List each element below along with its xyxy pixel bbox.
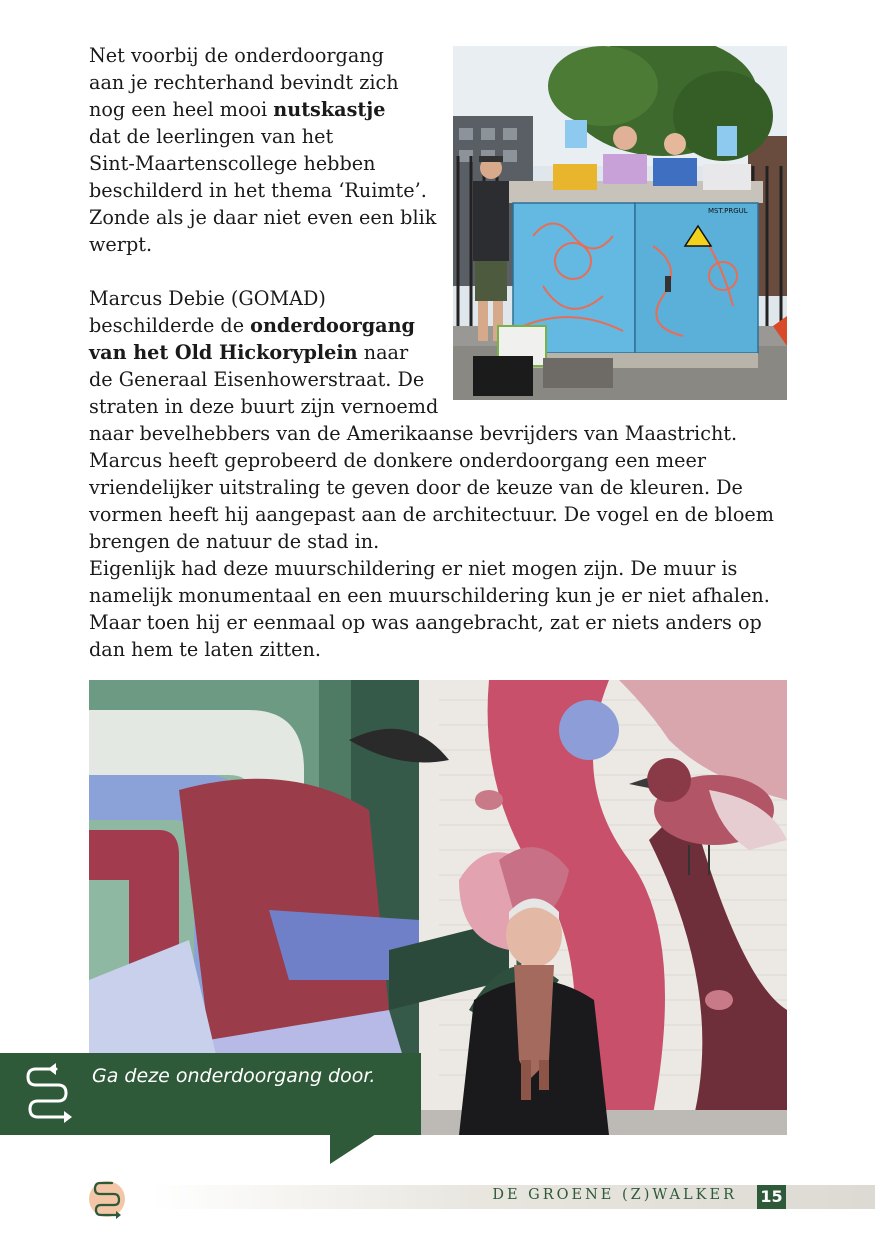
caption-text: Ga deze onderdoorgang door. — [92, 1065, 376, 1087]
footer-title: DE GROENE (Z)WALKER — [492, 1187, 737, 1203]
highlight-onderdoorgang: onderdoorgang — [250, 314, 415, 337]
box-sign-label: MST.PRGUL — [708, 207, 748, 215]
highlight-old-hickoryplein: van het Old Hickoryplein — [89, 341, 358, 364]
route-logo-icon — [88, 1177, 126, 1221]
paragraph-3: Marcus heeft geprobeerd de donkere onderdoorgang een meer vriendelijker uitstraling te geven door de keuze van de kleuren. De vormen heeft hij aangepast aan de architectuur. De vogel en de bloem brengen de natuur de stad in. — [89, 449, 774, 553]
page-number: 15 — [757, 1185, 786, 1209]
route-icon — [24, 1063, 74, 1127]
photo-utility-box — [453, 46, 787, 400]
paragraph-4: Eigenlijk had deze muurschildering er niet mogen zijn. De muur is namelijk monumentaal en een muurschildering kun je er niet afhalen. Maar toen hij er eenmaal op was aangebracht, zat er niets anders op dan hem te laten zitten. — [89, 557, 770, 661]
paragraph-2: Marcus Debie (GOMAD) beschilderde de onderdoorgang van het Old Hickoryplein naar de Generaal Eisenhowerstraat. De straten in deze buurt zijn vernoemd naar bevelhebbers van de Amerikaanse bevrijders van Maastricht. — [89, 287, 738, 445]
highlight-nutskastje: nutskastje — [273, 98, 386, 121]
paragraph-1: Net voorbij de onderdoorgang aan je rechterhand bevindt zich nog een heel mooi nutskastje dat de leerlingen van het Sint-Maartenscollege hebben beschilderd in het thema ‘Ruimte’. Zonde als je daar niet even een blik werpt. — [89, 44, 437, 256]
caption-bubble-tail — [330, 1134, 376, 1164]
caption-bubble — [0, 1053, 421, 1135]
